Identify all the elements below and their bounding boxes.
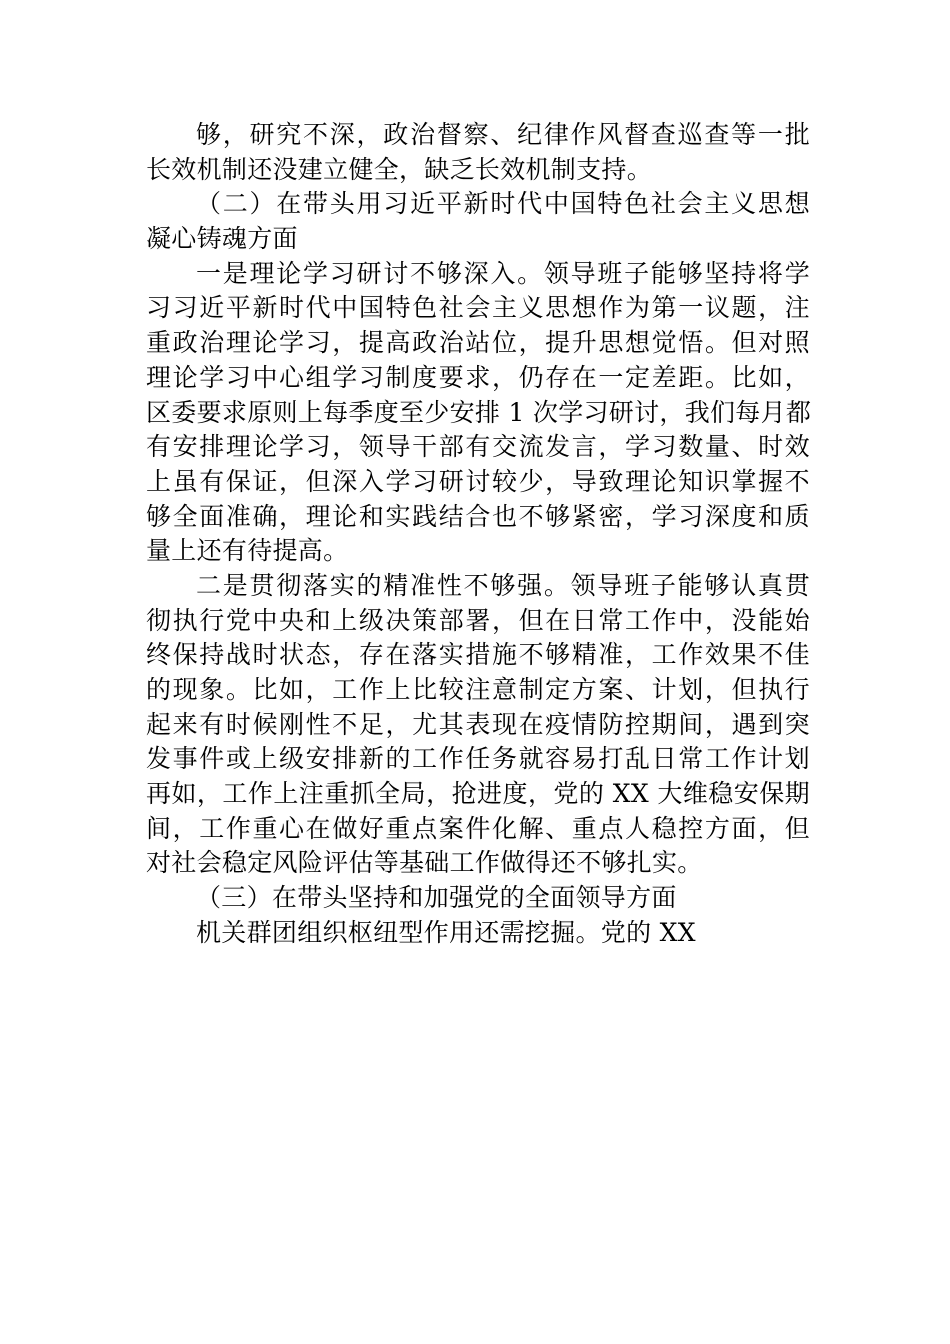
paragraph-line: 彻执行党中央和上级决策部署，但在日常工作中，没能始 xyxy=(146,605,810,635)
paragraph-line: 发事件或上级安排新的工作任务就容易打乱日常工作计划 xyxy=(146,744,810,774)
paragraph-line: 理论学习中心组学习制度要求，仍存在一定差距。比如， xyxy=(146,362,810,392)
paragraph-line: 习习近平新时代中国特色社会主义思想作为第一议题，注 xyxy=(146,293,810,323)
paragraph-line: 起来有时候刚性不足，尤其表现在疫情防控期间，遇到突 xyxy=(146,709,810,739)
paragraph-line: 有安排理论学习，领导干部有交流发言，学习数量、时效 xyxy=(146,432,810,462)
paragraph-line: 的现象。比如，工作上比较注意制定方案、计划，但执行 xyxy=(146,675,810,704)
document-body xyxy=(146,118,810,951)
paragraph-line: 一是理论学习研讨不够深入。领导班子能够坚持将学 xyxy=(196,258,810,288)
paragraph-line: 长效机制还没建立健全，缺乏长效机制支持。 xyxy=(146,154,653,184)
paragraph-line: 二是贯彻落实的精准性不够强。领导班子能够认真贯 xyxy=(196,570,810,600)
paragraph-line: 终保持战时状态，存在落实措施不够精准，工作效果不佳 xyxy=(146,640,810,670)
paragraph-line: 量上还有待提高。 xyxy=(146,536,349,566)
paragraph-line: 再如，工作上注重抓全局，抢进度，党的 XX 大维稳安保期 xyxy=(146,779,810,809)
paragraph-line: 够全面准确，理论和实践结合也不够紧密，学习深度和质 xyxy=(146,501,810,531)
section-heading-line: （三）在带头坚持和加强党的全面领导方面 xyxy=(196,883,677,913)
paragraph-line: 间，工作重心在做好重点案件化解、重点人稳控方面，但 xyxy=(146,813,810,843)
paragraph-line: 重政治理论学习，提高政治站位，提升思想觉悟。但对照 xyxy=(146,328,810,358)
section-heading-line: （二）在带头用习近平新时代中国特色社会主义思想 xyxy=(196,189,810,219)
paragraph-line: 上虽有保证，但深入学习研讨较少，导致理论知识掌握不 xyxy=(146,466,810,496)
paragraph-line: 区委要求原则上每季度至少安排 1 次学习研讨，我们每月都 xyxy=(146,397,812,427)
paragraph-line: 机关群团组织枢纽型作用还需挖掘。党的 XX xyxy=(196,917,696,947)
paragraph-line: 对社会稳定风险评估等基础工作做得还不够扎实。 xyxy=(146,848,703,878)
section-heading-line: 凝心铸魂方面 xyxy=(146,224,298,254)
paragraph-line: 够，研究不深，政治督察、纪律作风督查巡查等一批 xyxy=(196,120,810,149)
